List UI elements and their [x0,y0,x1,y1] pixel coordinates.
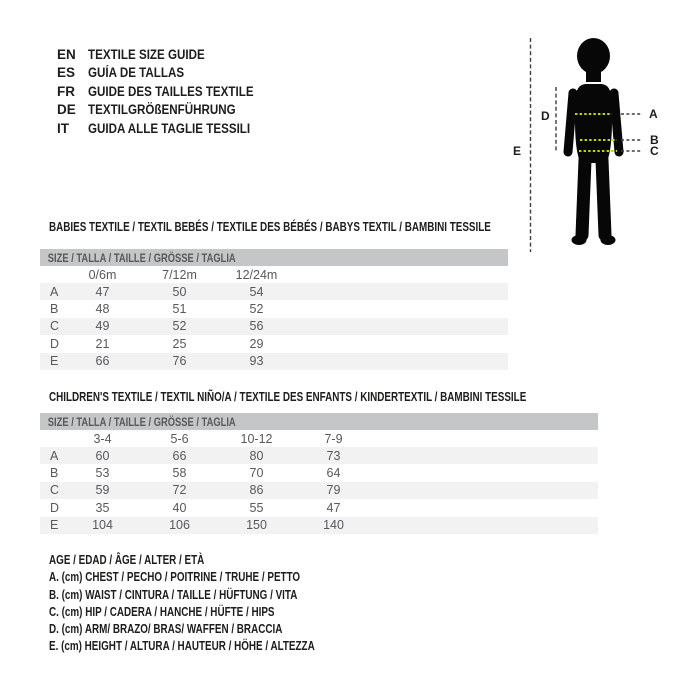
cell: 140 [323,518,344,533]
cell: 86 [249,483,264,498]
cell: 53 [95,466,110,481]
table-row [40,482,598,499]
measure-label-arm: D [541,109,550,123]
cell: 64 [326,466,341,481]
cell: 70 [249,466,264,481]
cell: 49 [95,319,110,334]
children-size-table [40,413,598,534]
cell: 52 [249,302,264,317]
children-section-title: CHILDREN'S TEXTILE / TEXTIL NIÑO/A / TEXTILE DES ENFANTS / KINDERTEXTIL / BAMBINI TESSILE [49,390,527,404]
cell: 21 [95,336,110,351]
table-row [40,335,508,352]
size-header-label: SIZE / TALLA / TAILLE / GRÖSSE / TAGLIA [47,250,236,265]
child-silhouette-figure [495,20,700,260]
measurement-legend [49,552,385,656]
language-row [57,64,281,83]
language-row [57,82,281,101]
table-row [40,318,508,335]
cell: 35 [95,500,110,515]
row-label: B [50,466,59,481]
cell: 47 [95,284,110,299]
size-header-label: SIZE / TALLA / TAILLE / GRÖSSE / TAGLIA [47,414,236,429]
size-column-header: 12/24m [235,267,278,282]
cell: 29 [249,336,264,351]
language-code: DE [57,102,76,118]
cell: 93 [249,354,264,369]
size-column-header: 7-9 [324,431,343,446]
row-label: D [50,336,60,351]
language-row [57,119,281,138]
row-label: C [50,483,60,498]
cell: 58 [172,466,187,481]
size-columns-row [40,430,598,447]
language-title-list [57,45,281,138]
language-title: GUIDA ALLE TAGLIE TESSILI [88,120,251,136]
cell: 79 [326,483,341,498]
size-columns-row [40,266,508,283]
measure-label-waist: B [650,133,659,147]
table-row [40,499,598,516]
cell: 47 [326,500,341,515]
size-column-header: 3-4 [93,431,112,446]
size-column-header: 5-6 [170,431,189,446]
table-row [40,517,598,534]
legend-height-line: E. (cm) HEIGHT / ALTURA / HAUTEUR / HÖHE / ALTEZZA [49,639,315,654]
cell: 66 [172,448,187,463]
cell: 50 [172,284,187,299]
legend-waist-line: B. (cm) WAIST / CINTURA / TAILLE / HÜFTUNG / VITA [49,587,298,602]
legend-hip-line: C. (cm) HIP / CADERA / HANCHE / HÜFTE / HIPS [49,604,275,619]
language-title: TEXTILE SIZE GUIDE [88,46,205,62]
table-row [40,300,508,317]
cell: 25 [172,336,187,351]
size-column-header: 10-12 [240,431,273,446]
row-label: A [50,284,59,299]
language-title: GUÍA DE TALLAS [88,65,185,81]
table-row [40,447,598,464]
cell: 40 [172,500,187,515]
row-label: D [50,500,60,515]
cell: 54 [249,284,264,299]
language-title: GUIDE DES TAILLES TEXTILE [88,83,254,99]
language-code: IT [57,120,69,136]
babies-section-title: BABIES TEXTILE / TEXTIL BEBÉS / TEXTILE DES BÉBÉS / BABYS TEXTIL / BAMBINI TESSILE [49,220,491,234]
size-column-header: 7/12m [162,267,197,282]
legend-arm-line: D. (cm) ARM/ BRAZO/ BRAS/ WAFFEN / BRACCIA [49,622,283,637]
cell: 52 [172,319,187,334]
measure-label-height: E [513,144,522,158]
cell: 51 [172,302,187,317]
row-label: C [50,319,60,334]
language-code: EN [57,46,76,62]
table-row [40,464,598,481]
cell: 73 [326,448,341,463]
language-title: TEXTILGRÖßENFÜHRUNG [88,102,236,118]
row-label: E [50,354,59,369]
cell: 55 [249,500,264,515]
cell: 104 [92,518,113,533]
cell: 60 [95,448,110,463]
row-label: E [50,518,59,533]
child-body-shape [568,38,619,245]
cell: 80 [249,448,264,463]
table-row [40,353,508,370]
cell: 150 [246,518,267,533]
babies-size-table [40,249,508,370]
language-code: FR [57,83,75,99]
row-label: B [50,302,59,317]
language-code: ES [57,65,76,81]
legend-age-line: AGE / EDAD / ÂGE / ALTER / ETÀ [49,553,205,567]
cell: 76 [172,354,187,369]
cell: 66 [95,354,110,369]
measure-label-chest: A [649,107,658,121]
cell: 59 [95,483,110,498]
cell: 106 [169,518,190,533]
row-label: A [50,448,59,463]
cell: 72 [172,483,187,498]
table-row [40,283,508,300]
cell: 48 [95,302,110,317]
legend-chest-line: A. (cm) CHEST / PECHO / POITRINE / TRUHE / PETTO [49,570,301,585]
measure-label-hip: C [650,144,659,158]
language-row [57,45,281,64]
size-header-bar [40,249,508,266]
size-column-header: 0/6m [88,267,117,282]
size-header-bar [40,413,598,430]
cell: 56 [249,319,264,334]
language-row [57,101,281,120]
